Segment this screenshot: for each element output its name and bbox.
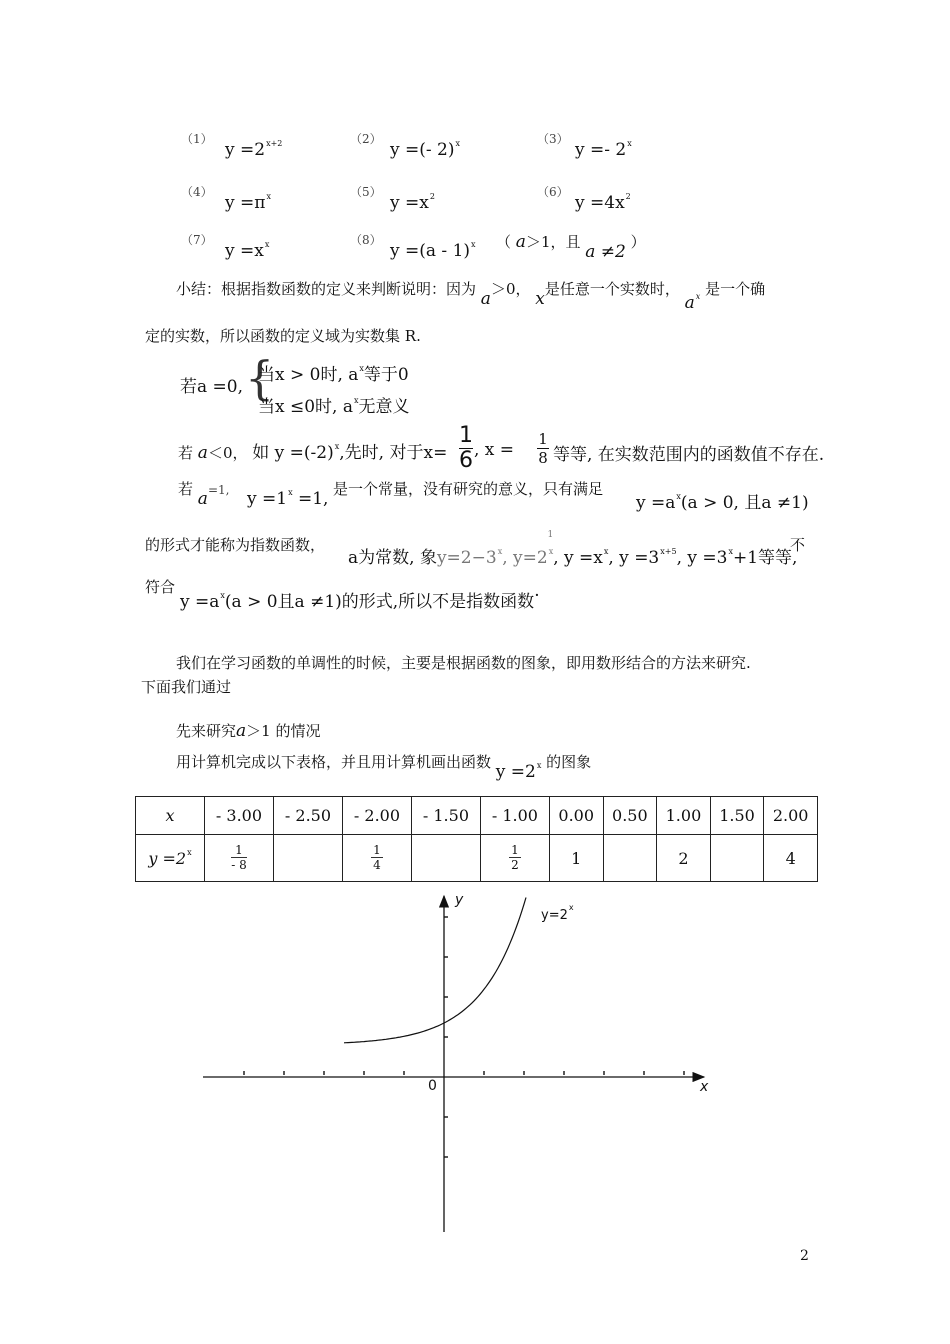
table-cell-x: - 2.50 xyxy=(273,797,342,835)
first-lead: 先来研究 xyxy=(176,722,237,740)
table-cell-x: 2.00 xyxy=(764,797,818,835)
table-cell-y: 2 xyxy=(657,835,711,882)
expression-base: y =x xyxy=(390,193,429,213)
expression-exponent: x xyxy=(266,192,271,201)
form-a: a为常数, 象 xyxy=(348,548,437,568)
neg-lead: 若 xyxy=(178,444,194,462)
para-study-2: 下面我们通过 xyxy=(141,678,232,696)
neg-comma-x: , x = xyxy=(474,440,515,460)
expression-base: y =- 2 xyxy=(575,140,627,160)
table-cell-x: 1.00 xyxy=(657,797,711,835)
fuhe-dot: · xyxy=(534,586,540,606)
ex3-base: , y =x xyxy=(553,548,603,568)
expression-exponent: x xyxy=(455,139,460,148)
expression-exponent: x+2 xyxy=(266,139,283,148)
expression-exponent: 2 xyxy=(625,192,631,201)
summary-gt0: ＞0， xyxy=(490,280,531,298)
neg-ru-sup: x xyxy=(334,442,340,451)
ex3-sup: x xyxy=(603,547,609,556)
table-cell-x: - 1.00 xyxy=(480,797,549,835)
summary-ax-sup: x xyxy=(695,292,701,301)
table-header-x: x xyxy=(136,797,205,835)
c1-text: 当x > 0时, a xyxy=(258,365,359,385)
summary-x: x xyxy=(535,289,545,309)
c1-sup: x xyxy=(359,364,364,373)
curve-label xyxy=(541,903,574,923)
brace-icon: { xyxy=(245,351,275,405)
neg-ru-text: 如 y =(-2) xyxy=(252,443,334,463)
one-formula-base: y =a xyxy=(636,493,676,513)
expression-exponent: x xyxy=(471,240,476,249)
row-y-label: y =2 xyxy=(148,849,187,868)
neg-mid: ,先时, 对于x= xyxy=(339,443,448,463)
origin-label: 0 xyxy=(428,1078,437,1094)
case-a0-lead: 若a =0, xyxy=(180,377,244,397)
example-number: （1） xyxy=(181,132,213,146)
neg-lt0: ＜0， xyxy=(207,444,248,462)
example-number: （8） xyxy=(350,233,382,247)
cond-ne: a ≠2 xyxy=(585,242,626,262)
table-cell-x: - 1.50 xyxy=(411,797,480,835)
ex2-top: 1 xyxy=(547,530,554,540)
first-a: a xyxy=(236,721,247,741)
para-study: 我们在学习函数的单调性的时候，主要是根据函数的图象，即用数形结合的方法来研究. xyxy=(176,654,751,672)
one-y1-sup: x xyxy=(288,488,293,497)
c2-sup: x xyxy=(354,396,359,405)
curve-label-sup: x xyxy=(568,903,574,912)
expression-base: y =(- 2) xyxy=(390,140,455,160)
ex4-sup: x+5 xyxy=(660,547,677,556)
table-cell-x: 1.50 xyxy=(710,797,764,835)
x-axis-ticks xyxy=(244,1071,684,1075)
fraction-denominator: 2 xyxy=(511,858,519,872)
form-lead: 的形式才能称为指数函数， xyxy=(145,536,326,554)
fraction-numerator: 1 xyxy=(373,843,381,857)
ex1-sup: x xyxy=(497,547,503,556)
summary-a: a xyxy=(480,289,491,309)
expression-exponent: 2 xyxy=(429,192,435,201)
neg-tail: 等等, 在实数范围内的函数值不存在. xyxy=(553,445,825,465)
example-number: （7） xyxy=(181,233,213,247)
exp-curve xyxy=(344,898,526,1043)
one-lead: 若 xyxy=(178,480,194,498)
summary-lead: 小结：根据指数函数的定义来判断说明：因为 xyxy=(176,280,477,298)
x-axis-label: x xyxy=(700,1079,709,1095)
one-formula-sup: x xyxy=(676,492,681,501)
one-y1-tail: =1, xyxy=(298,489,329,509)
neg-a: a xyxy=(197,443,208,463)
ex2-base: , y=2 xyxy=(502,548,548,568)
table-cell-x: 0.50 xyxy=(603,797,657,835)
c2-tail: 无意义 xyxy=(358,397,410,417)
example-number: （4） xyxy=(181,185,213,199)
page-number: 2 xyxy=(800,1248,809,1264)
cond-a: a xyxy=(515,232,526,252)
first-tail: ＞1 的情况 xyxy=(246,722,321,740)
expression-base: y =(a - 1) xyxy=(390,241,471,261)
summary-line2: 定的实数，所以函数的定义域为实数集 R. xyxy=(145,327,421,345)
one-y1-text: y =1 xyxy=(247,489,288,509)
compute-tail: 的图象 xyxy=(546,753,592,771)
fraction-numerator: 1 xyxy=(511,843,519,857)
f2-den: 8 xyxy=(538,449,548,467)
expression-base: y =4x xyxy=(575,193,625,213)
one-text: 是一个常量，没有研究的意义，只有满足 xyxy=(333,480,604,498)
table-cell-y: 1 xyxy=(549,835,603,882)
summary-ax-base: a xyxy=(684,293,695,313)
summary-tail: 是一个确 xyxy=(705,280,766,298)
f1-num: 1 xyxy=(459,423,473,448)
ex5-tail: +1等等, xyxy=(732,548,798,568)
expression-exponent: x xyxy=(627,139,632,148)
expression-base: y =2 xyxy=(225,140,266,160)
expression-base: y =x xyxy=(225,241,264,261)
fuhe-lead: 符合 xyxy=(145,578,176,596)
ex1-base: y=2−3 xyxy=(436,548,497,568)
cond-close: ） xyxy=(630,233,646,251)
compute-lead: 用计算机完成以下表格，并且用计算机画出函数 xyxy=(176,753,492,771)
expression-exponent: x xyxy=(264,240,270,249)
compute-y: y =2 xyxy=(495,762,536,782)
cond-gt: ＞1，且 xyxy=(525,233,581,251)
c1-tail: 等于0 xyxy=(363,365,409,385)
cond-open: （ xyxy=(496,233,512,251)
compute-sup: x xyxy=(536,761,542,770)
fuhe-tail: (a > 0且a ≠1)的形式,所以不是指数函数 xyxy=(224,592,535,612)
fuhe-sup: x xyxy=(220,591,225,600)
summary-mid: 是任意一个实数时， xyxy=(544,280,680,298)
table-cell-x: - 2.00 xyxy=(342,797,411,835)
form-bu: 不 xyxy=(790,536,806,554)
one-a: a xyxy=(197,489,208,509)
ex4-base: , y =3 xyxy=(608,548,660,568)
fuhe-base: y =a xyxy=(180,592,220,612)
curve-label-base: y=2 xyxy=(541,908,568,923)
example-number: （6） xyxy=(537,185,569,199)
fraction-denominator: 4 xyxy=(373,858,381,872)
f1-den: 6 xyxy=(459,448,473,473)
f2-num: 1 xyxy=(538,430,548,448)
ex5-base: , y =3 xyxy=(676,548,728,568)
example-number: （5） xyxy=(350,185,382,199)
expression-base: y =π xyxy=(225,193,266,213)
example-number: （3） xyxy=(537,132,569,146)
example-number: （2） xyxy=(350,132,382,146)
row-y-sup: x xyxy=(187,848,192,857)
ex2-sup: x xyxy=(548,547,554,556)
c2-text: 当x ≤0时, a xyxy=(258,397,353,417)
table-cell-x: 0.00 xyxy=(549,797,603,835)
fraction-denominator: - 8 xyxy=(231,858,247,872)
fraction-numerator: 1 xyxy=(231,843,247,858)
ex5-sup: x xyxy=(728,547,733,556)
table-cell-x: - 3.00 xyxy=(205,797,274,835)
y-axis-label: y xyxy=(455,892,464,908)
table-cell-y: 4 xyxy=(764,835,818,882)
one-eq1: =1, xyxy=(207,483,230,497)
one-formula-tail: (a > 0, 且a ≠1) xyxy=(680,493,809,513)
